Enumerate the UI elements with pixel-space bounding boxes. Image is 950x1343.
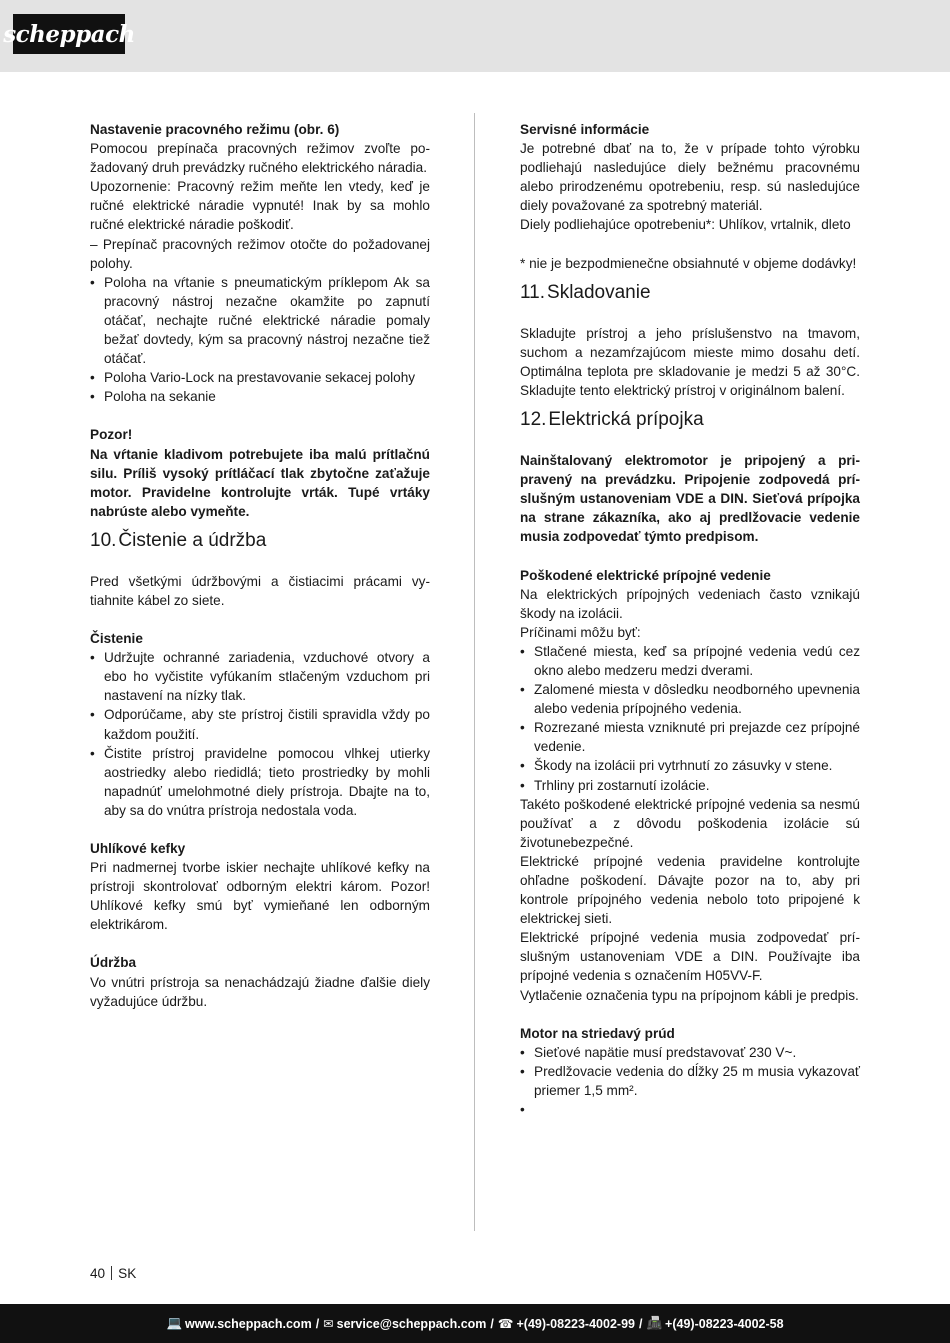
warning-heading: Pozor!	[90, 427, 133, 443]
section-number: 10.	[90, 529, 117, 551]
cleaning-list	[90, 648, 430, 820]
mode-heading: Nastavenie pracovného režimu (obr. 6)	[90, 122, 340, 137]
section-number: 11.	[520, 281, 546, 303]
mode-paragraph-2: Upozornenie: Pracovný režim meňte len vtedy, keď je ručné elektrické náradie vypnuté! Inak by sa mohlo ručné elektrické náradie poškodiť.	[90, 179, 430, 233]
section-number: 12.	[520, 409, 547, 431]
list-item: • Udržujte ochranné zariadenia, vzduchové otvory a ebo ho vyčistite vyfúkaním stlačeným vzduchom pri nastavení na nízky tlak.	[90, 648, 430, 705]
contact-bar	[0, 1304, 950, 1343]
damaged-paragraph-5: Elektrické prípojné vedenia musia zodpovedať príslušným ustanoveniam VDE a DIN. Používajte iba prípojné vedenia s označením H05VV-F.	[520, 930, 860, 984]
brand-logo: scheppach	[13, 14, 125, 54]
section-11-heading	[520, 281, 860, 305]
damaged-paragraph-1: Na elektrických prípojných vedeniach často vznikajú škody na izolácii.	[520, 586, 860, 621]
phone-number: +(49)-08223-4002-99	[516, 1316, 635, 1331]
motor-list	[520, 1043, 860, 1119]
service-paragraph-1: Je potrebné dbať na to, že v prípade tohto výrobku podliehajú nasledujúce diely bežnému pracovnému alebo prirodzenému opotrebeniu, resp. sú nasledujúce diely považované za spotrebný materiál.	[520, 141, 860, 214]
header-band	[0, 0, 950, 72]
column-divider	[474, 113, 475, 1231]
list-item: • Odporúčame, aby ste prístroj čistili spravidla vždy po každom použití.	[90, 705, 430, 743]
email-link[interactable]: service@scheppach.com	[336, 1316, 487, 1331]
service-footnote: * nie je bezpodmienečne obsiahnuté v objeme dodávky!	[520, 255, 857, 271]
page-number: 40	[90, 1266, 106, 1281]
fax-number: +(49)-08223-4002-58	[665, 1316, 784, 1331]
list-item: • Rozrezané miesta vzniknuté pri prejazde cez prípojné vedenie.	[520, 718, 860, 756]
damaged-paragraph-3: Takéto poškodené elektrické prípojné vedenia sa nesmú používať a z dôvodu poškodenia izolácie sú životunebezpečné.	[520, 796, 860, 850]
list-item: • Sieťové napätie musí predstavovať 230 V~.	[520, 1043, 860, 1062]
warning-text: Na vŕtanie kladivom potrebujete iba malú prítlačnú silu. Príliš vysoký prítláčací tlak zbytočne zaťažuje motor. Pravidelne kontrolujte vrták. Tupé vrtáky nabrúste alebo vymeňte.	[90, 446, 430, 519]
list-item-empty	[520, 1100, 860, 1119]
maintenance-text: Vo vnútri prístroja sa nenachádzajú žiadne ďalšie diely vyžadujúce údržbu.	[90, 974, 430, 1009]
motor-heading: Motor na striedavý prúd	[520, 1025, 675, 1041]
fax-icon: 📠	[646, 1316, 663, 1330]
list-item: • Poloha na sekanie	[90, 387, 430, 406]
list-item: • Poloha na vŕtanie s pneumatickým príklepom Ak sa pracovný nástroj nezačne okamžite po zapnutí otáčať, nechajte ručné elektrické náradie pomaly bežať dovtedy, kým sa pracovný nástroj nezačne tiež otáčať.	[90, 273, 430, 368]
storage-text: Skladujte prístroj a jeho príslušenstvo na tmavom, suchom a nezamŕzajúcom mieste mimo dosahu detí. Optimálna teplota pre skladovanie je medzi 5 až 30°C. Skladujte tento elektrický prístroj v originálnom balení.	[520, 325, 860, 398]
damaged-list	[520, 642, 860, 795]
service-paragraph-2: Diely podliehajúce opotrebeniu*: Uhlíkov, vrtalnik, dleto	[520, 217, 851, 233]
cleaning-heading: Čistenie	[90, 631, 143, 647]
damaged-paragraph-2: Príčinami môžu byť:	[520, 624, 641, 640]
section-title: Čistenie a údržba	[118, 529, 267, 551]
phone-icon: ☎	[497, 1317, 514, 1331]
damaged-cable-heading: Poškodené elektrické prípojné vedenie	[520, 567, 771, 583]
list-item: • Poloha Vario-Lock na prestavovanie sekacej polohy	[90, 368, 430, 387]
damaged-paragraph-6: Vytlačenie označenia typu na prípojnom kábli je predpis.	[520, 987, 859, 1003]
page-separator	[111, 1266, 112, 1280]
list-item: • Škody na izolácii pri vytrhnutí zo zásuvky v stene.	[520, 756, 860, 775]
list-item: • Stlačené miesta, keď sa prípojné vedenia vedú cez okno alebo medzeru medzi dverami.	[520, 642, 860, 680]
separator: /	[490, 1316, 494, 1331]
brushes-heading: Uhlíkové kefky	[90, 841, 186, 856]
language-code: SK	[118, 1266, 137, 1281]
list-item: • Predlžovacie vedenia do dĺžky 25 m musia vykazovať priemer 1,5 mm².	[520, 1062, 860, 1100]
computer-icon: 💻	[166, 1316, 183, 1330]
electrical-intro: Nainštalovaný elektromotor je pripojený a pripravený na prevádzku. Pripojenie zodpovedá príslušným ustanoveniam VDE a DIN. Sieťová prípojka na strane zákazníka, ako aj predlžovacie vedenie musia zodpovedať týmto predpisom.	[520, 453, 860, 545]
mode-list	[90, 273, 430, 407]
mode-paragraph-1: Pomocou prepínača pracovných režimov zvoľte požadovaný druh prevádzky ručného elektrického náradia.	[90, 141, 430, 176]
list-item: • Zalomené miesta v dôsledku neodborného upevnenia alebo vedenia prípojného vedenia.	[520, 680, 860, 718]
right-column	[520, 120, 860, 1119]
list-item: • Trhliny pri zostarnutí izolácie.	[520, 776, 860, 795]
cleaning-intro: Pred všetkými údržbovými a čistiacimi prácami vytiahnite kábel zo siete.	[90, 573, 430, 608]
section-10-heading	[90, 529, 430, 553]
section-12-heading	[520, 408, 860, 432]
maintenance-heading: Údržba	[90, 955, 137, 971]
email-icon: ✉	[323, 1317, 334, 1331]
left-column	[90, 120, 430, 1011]
website-link[interactable]: www.scheppach.com	[185, 1316, 312, 1331]
list-item: • Čistite prístroj pravidelne pomocou vlhkej utierky aostriedky alebo riedidlá; tieto prostriedky by mohli napadnúť umelohmotné diely prístroja. Dbajte na to, aby sa do vnútra prístroja nedostala voda.	[90, 744, 430, 820]
mode-paragraph-3: – Prepínač pracovných režimov otočte do požadovanej polohy.	[90, 236, 430, 271]
section-title: Elektrická prípojka	[548, 409, 704, 431]
page-footer	[90, 1264, 136, 1283]
service-heading: Servisné informácie	[520, 122, 650, 137]
section-title: Skladovanie	[547, 281, 651, 303]
separator: /	[315, 1316, 320, 1331]
brushes-text: Pri nadmernej tvorbe iskier nechajte uhlíkové kefky na prístroji skontrolovať odborným elektri károm. Pozor! Uhlíkové kefky smú byť vymieňané len odborným elektrikárom.	[90, 860, 430, 933]
damaged-paragraph-4: Elektrické prípojné vedenia pravidelne kontrolujte ohľadne poškodení. Dávajte pozor na to, aby pri kontrole prípojného vedenia nebolo toto pripojené k elektrickej sieti.	[520, 853, 860, 927]
separator: /	[638, 1316, 643, 1331]
